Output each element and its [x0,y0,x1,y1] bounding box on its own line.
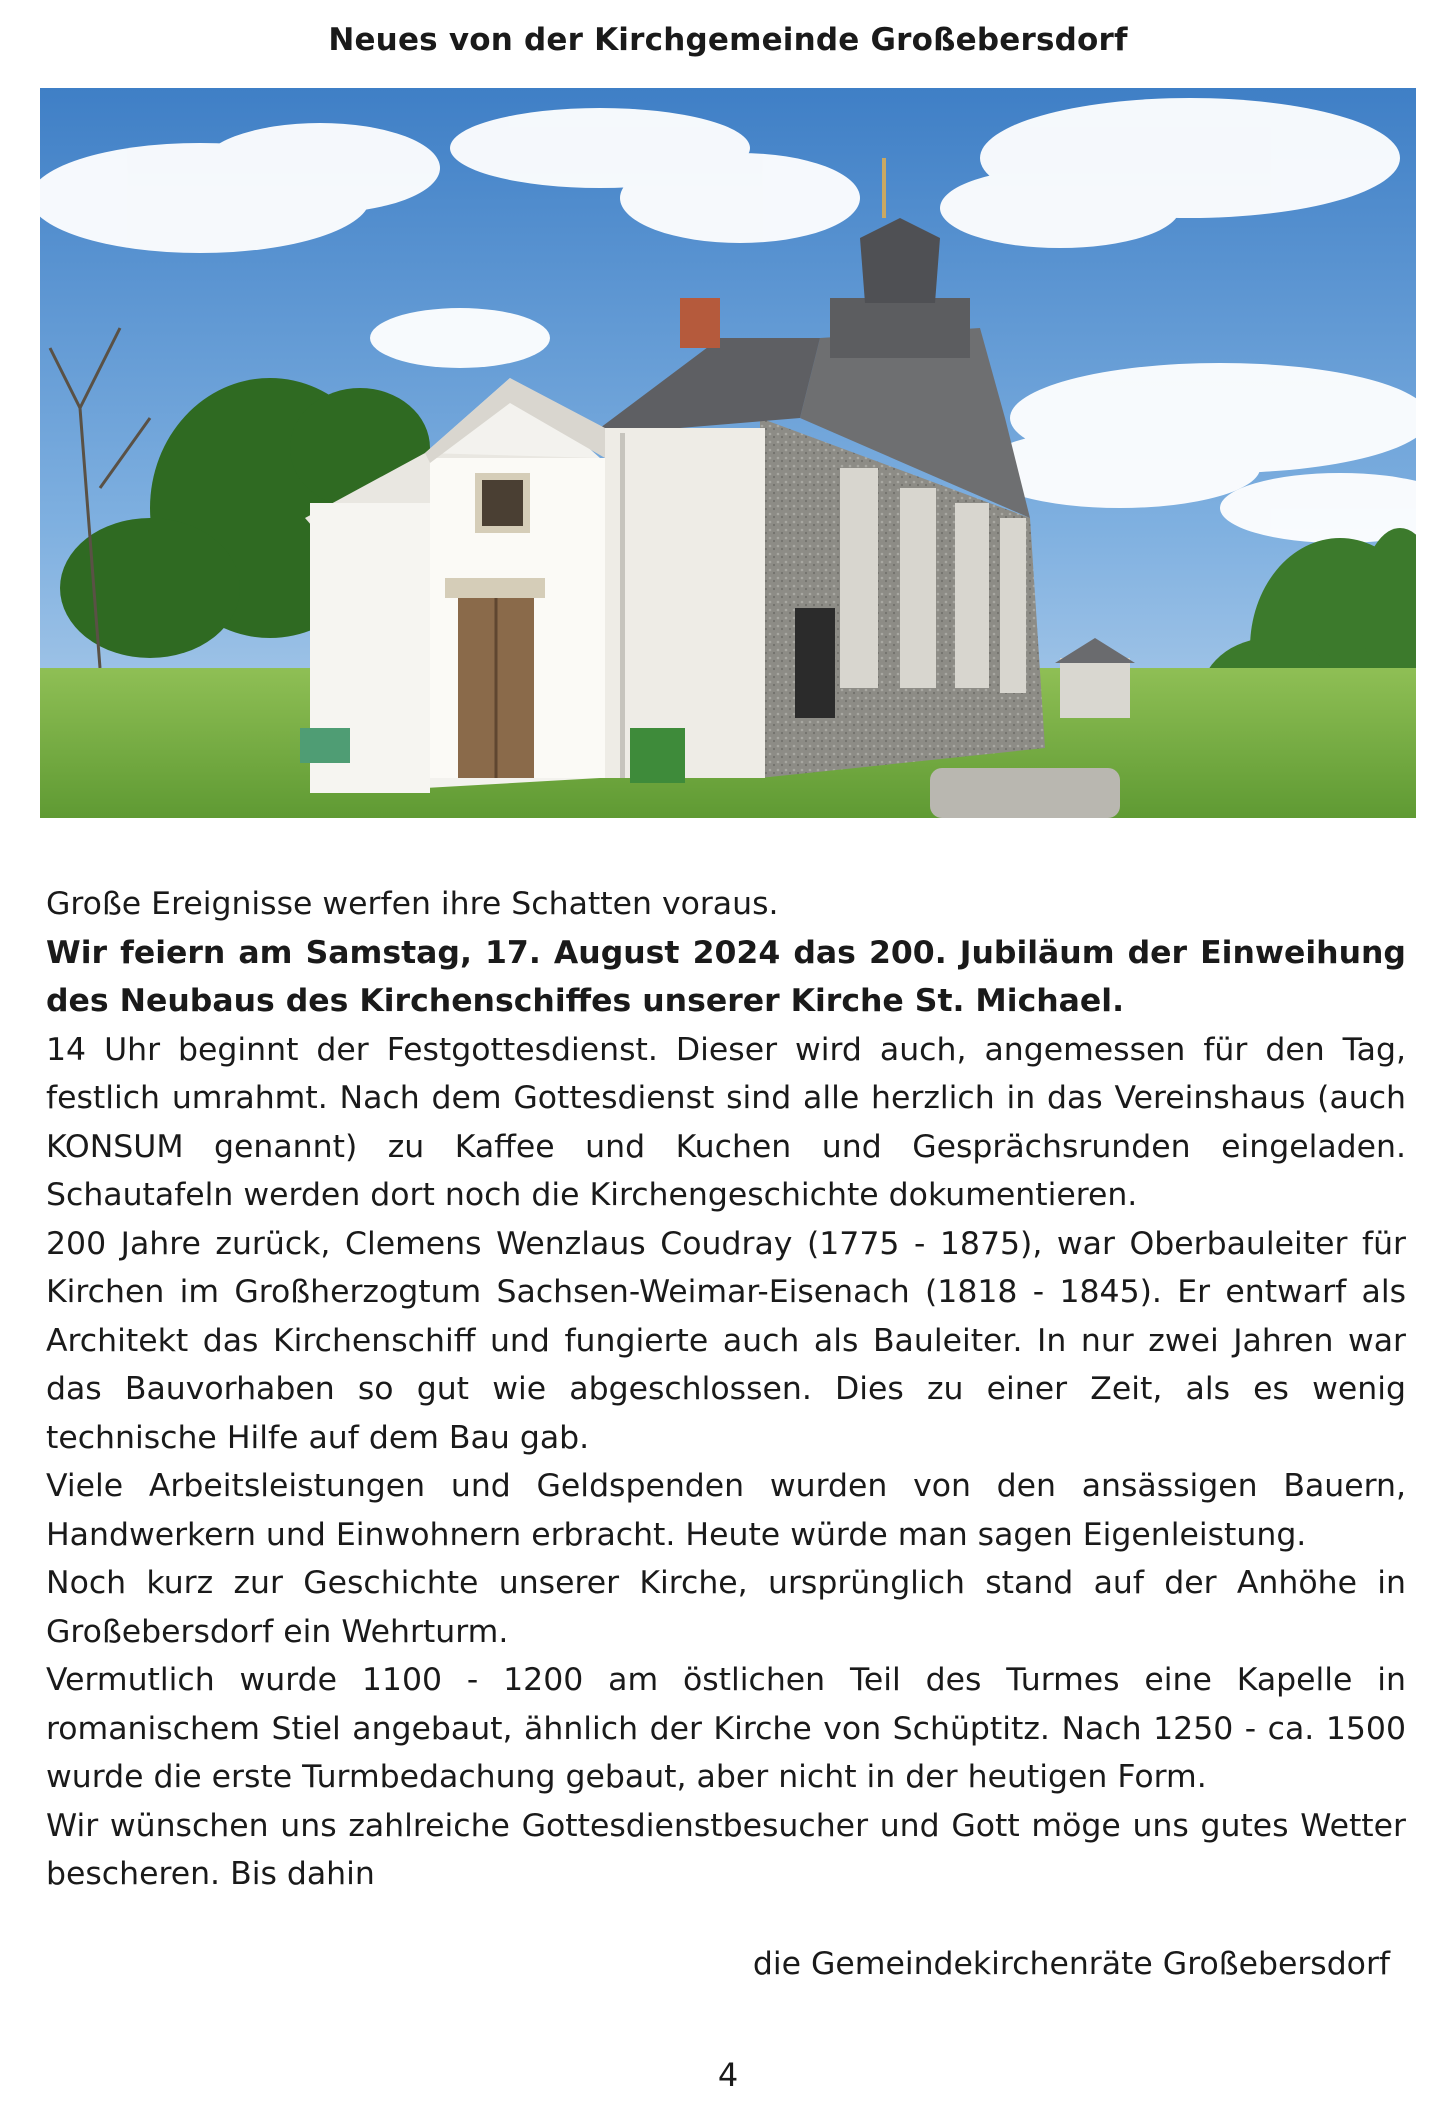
paragraph-history: 200 Jahre zurück, Clemens Wenzlaus Coudray (1775 - 1875), war Oberbauleiter für Kirchen im Großherzogtum Sachsen-Weimar-Eisenach (1818 - 1845). Er entwarf als Architekt das Kirchenschiff und fungierte auch als Bauleiter. In nur zwei Jahren war das Bauvorhaben so gut wie abgeschlossen. Dies zu einer Zeit, als es wenig technische Hilfe auf dem Bau gab. [46,1225,1406,1456]
paragraph-wishes: Wir wünschen uns zahlreiche Gottesdienstbesucher und Gott möge uns gutes Wetter bescheren. Bis dahin [46,1807,1406,1892]
page-title: Neues von der Kirchgemeinde Großebersdorf [328,22,1128,58]
paragraph-donations: Viele Arbeitsleistungen und Geldspenden wurden von den ansässigen Bauern, Handwerkern und Einwohnern erbracht. Heute würde man sagen Eigenleistung. [46,1468,1406,1553]
signature: die Gemeindekirchenräte Großebersdorf [752,1946,1390,1982]
paragraph-service: 14 Uhr beginnt der Festgottesdienst. Dieser wird auch, angemessen für den Tag, festlich umrahmt. Nach dem Gottesdienst sind alle herzlich in das Vereinshaus (auch KONSUM genannt) zu Kaffee und Kuchen und Gesprächsrunden eingeladen. Schautafeln werden dort noch die Kirchengeschichte dokumentieren. [46,1031,1406,1213]
event-headline: Wir feiern am Samstag, 17. August 2024 das 200. Jubiläum der Einweihung des Neubaus des Kirchenschiffes unserer Kirche St. Michael. [46,934,1406,1019]
article-body [46,880,1406,1899]
church-photo [40,88,1416,818]
paragraph-chapel: Vermutlich wurde 1100 - 1200 am östlichen Teil des Turmes eine Kapelle in romanischem Stiel angebaut, ähnlich der Kirche von Schüptitz. Nach 1250 - ca. 1500 wurde die erste Turmbedachung gebaut, aber nicht in der heutigen Form. [46,1662,1406,1795]
intro-line: Große Ereignisse werfen ihre Schatten voraus. [46,886,779,922]
page-number: 4 [717,2056,739,2094]
paragraph-tower: Noch kurz zur Geschichte unserer Kirche, ursprünglich stand auf der Anhöhe in Großebersdorf ein Wehrturm. [46,1565,1406,1650]
